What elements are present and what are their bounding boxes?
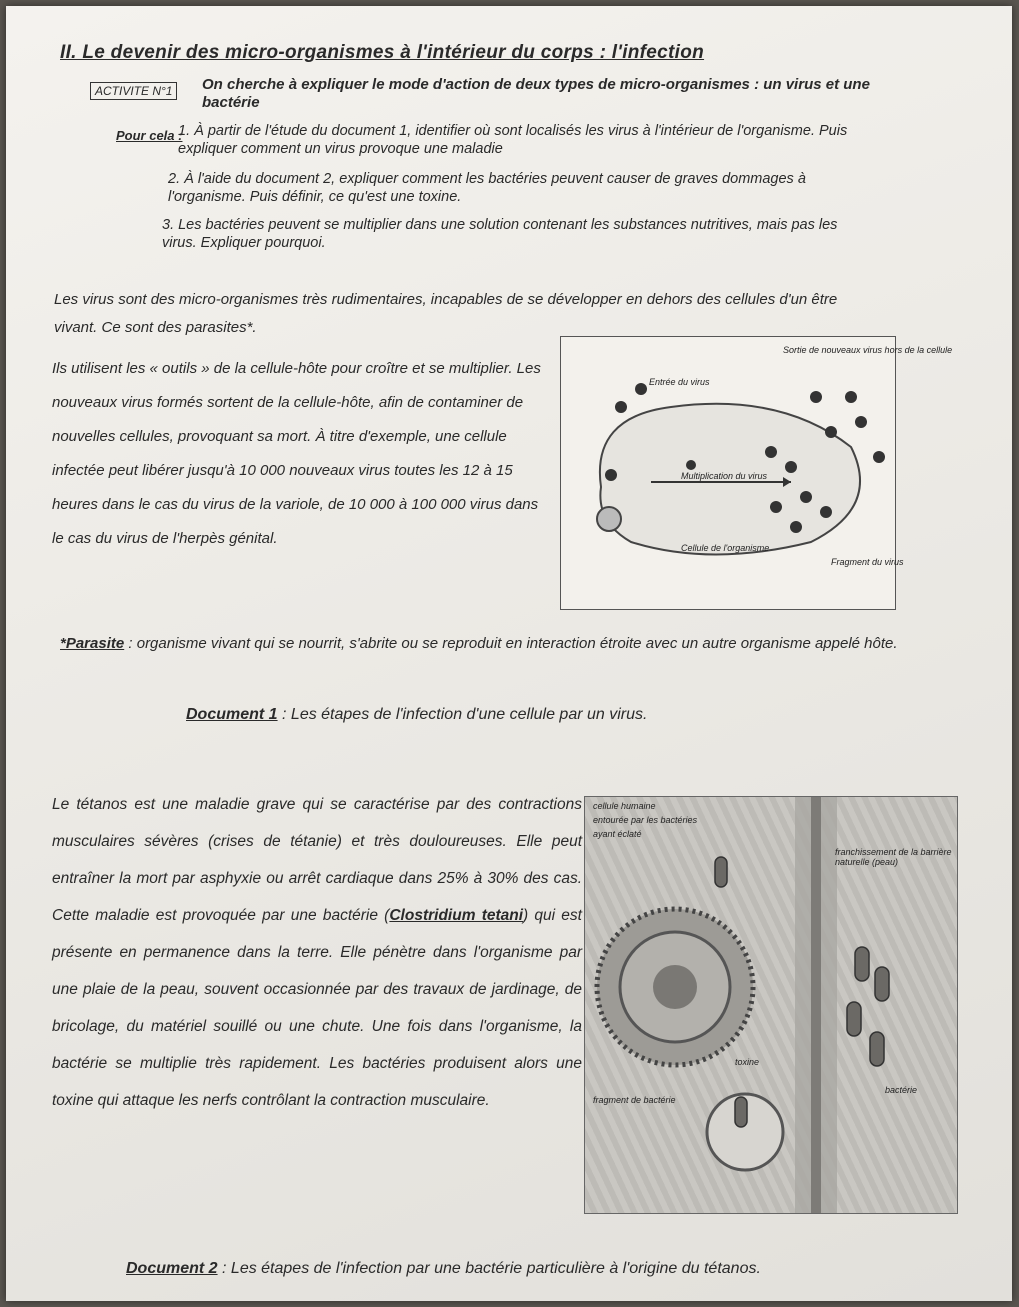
doc1-caption (186, 706, 647, 724)
question-3: 3. Les bactéries peuvent se multiplier dans une solution contenant les substances nutritives, mais pas les virus. Expliquer pourquoi. (162, 217, 838, 251)
label-surrounded: entourée par les bactéries (593, 815, 698, 825)
doc1-intro: Les virus sont des micro-organismes très rudimentaires, incapables de se développer en dehors des cellules d'un être vivant. Ce sont des parasites*. (54, 291, 838, 336)
label-multiplication: Multiplication du virus (681, 471, 768, 481)
cell-nucleus (653, 965, 697, 1009)
cell-nucleus (597, 507, 621, 531)
doc2-caption (126, 1260, 761, 1278)
doc1-caption-label: Document 1 (186, 706, 278, 723)
label-human-cell: cellule humaine (593, 801, 656, 811)
label-host-cell: Cellule de l'organisme (681, 543, 770, 553)
doc2-body (52, 786, 582, 1119)
label-virus-fragment: Fragment du virus (831, 557, 904, 567)
label-barrier-crossing: franchissement de la barrière naturelle (peau) (835, 847, 952, 867)
parasite-definition: : organisme vivant qui se nourrit, s'abrite ou se reproduit en interaction étroite avec un autre organisme appelé hôte. (124, 635, 898, 652)
doc2-caption-label: Document 2 (126, 1260, 218, 1277)
label-virus-entry: Entrée du virus (649, 377, 710, 387)
question-1: 1. À partir de l'étude du document 1, identifier où sont localisés les virus à l'intérieur de l'organisme. Puis expliquer comment un virus provoque une maladie (178, 123, 848, 157)
doc2-caption-text: : Les étapes de l'infection par une bactérie particulière à l'origine du tétanos. (217, 1260, 761, 1277)
activity-badge: ACTIVITE N°1 (90, 82, 177, 100)
label-bacteria-fragment: fragment de bactérie (593, 1095, 676, 1105)
doc1-body: Ils utilisent les « outils » de la cellule-hôte pour croître et se multiplier. Les nouveaux virus formés sortent de la cellule-hôte, afin de contaminer de nouvelles cellules, provoquant sa mort. À titre d'exemple, une cellule infectée peut libérer jusqu'à 10 000 nouveaux virus toutes les 12 à 15 heures dans le cas du virus de la variole, de 10 000 à 100 000 virus dans le cas du virus de l'herpès génital. (52, 360, 541, 547)
parasite-footnote (60, 628, 910, 660)
section-title: II. Le devenir des micro-organismes à l'intérieur du corps : l'infection (60, 42, 705, 63)
doc2-text-part-2: ) qui est présente en permanence dans la terre. Elle pénètre dans l'organisme par une plaie de la peau, souvent occasionnée par des travaux de jardinage, de bricolage, du matériel souillé ou une chute. Une fois dans l'organisme, la bactérie se multiplie très rapidement. Les bactéries produisent alors une toxine qui attaque les nerfs contrôlant la contraction musculaire. (52, 907, 582, 1109)
doc1-caption-text: : Les étapes de l'infection d'une cellule par un virus. (277, 706, 648, 723)
doc2-text-part-1: Le tétanos est une maladie grave qui se caractérise par des contractions musculaires sévères (crises de tétanie) et très douloureuses. Elle peut entraîner la mort par asphyxie ou arrêt cardiaque dans 25% à 30% des cas. Cette maladie est provoquée par une bactérie ( (52, 796, 582, 924)
label-toxin: toxine (735, 1057, 760, 1067)
virus-infection-diagram (560, 336, 953, 610)
question-2: 2. À l'aide du document 2, expliquer comment les bactéries peuvent causer de graves dommages à l'organisme. Puis définir, ce qu'est une toxine. (168, 171, 806, 205)
activity-statement: On cherche à expliquer le mode d'action de deux types de micro-organismes : un virus et une bactérie (202, 76, 870, 111)
bacteria-species-name: Clostridium tetani (389, 907, 524, 924)
skin-barrier-line (811, 797, 821, 1213)
label-bacteria: bactérie (885, 1085, 918, 1095)
tetanus-infection-illustration (584, 796, 958, 1214)
label-burst: ayant éclaté (593, 829, 642, 839)
worksheet-page (6, 6, 1012, 1301)
parasite-term: *Parasite (60, 635, 125, 652)
label-virus-exit: Sortie de nouveaux virus hors de la cellule (783, 345, 953, 355)
pour-cela-label: Pour cela : (116, 128, 183, 143)
